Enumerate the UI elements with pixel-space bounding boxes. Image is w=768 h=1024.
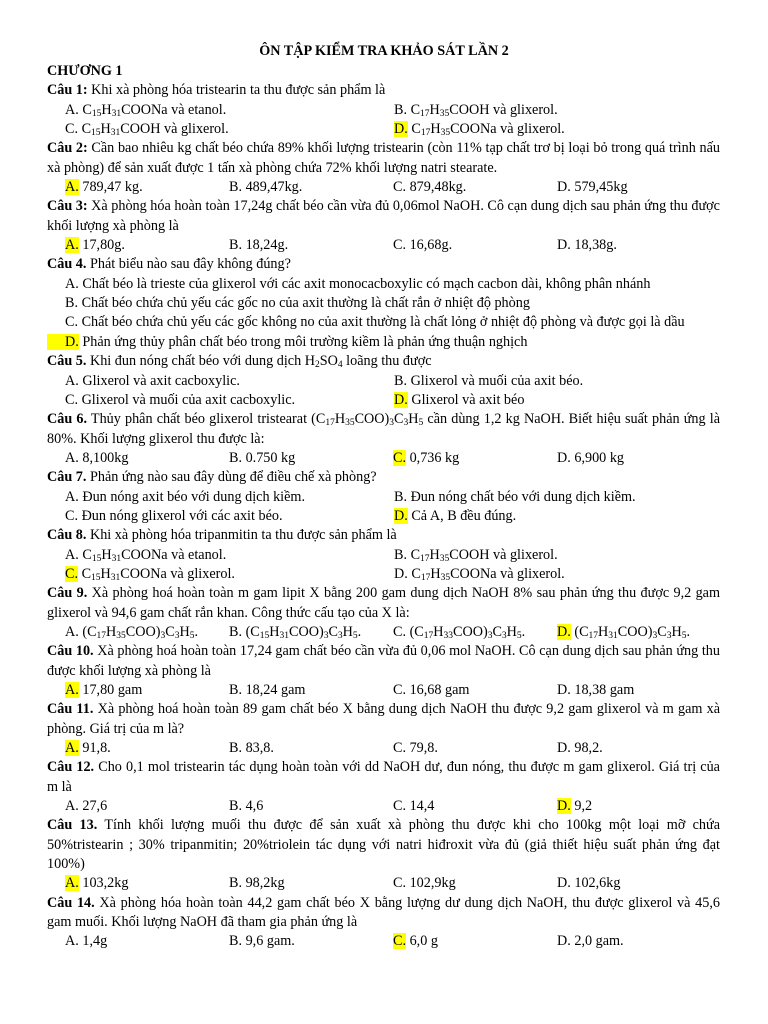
answer-option	[47, 120, 394, 139]
answer-statement	[47, 313, 720, 332]
answer-option	[393, 449, 557, 468]
answer-option	[47, 488, 394, 507]
option-text: Glixerol và muối của axit cacboxylic.	[81, 391, 296, 408]
question-text: Xà phòng hoá hoàn toàn 89 gam chất béo X bằng dung dịch NaOH thu được 9,2 gam glixerol và m gam xà phòng. Giá trị của m là?	[47, 701, 721, 737]
question-stem	[47, 352, 720, 371]
option-letter: B.	[229, 682, 243, 698]
option-text: 17,80 gam	[82, 682, 143, 698]
answer-option	[47, 623, 229, 642]
option-letter: C.	[393, 875, 407, 892]
option-letter: D.	[47, 334, 79, 350]
question-block	[47, 410, 720, 468]
question-text: Phản ứng nào sau đây dùng để điều chế xà phòng?	[86, 469, 377, 486]
answer-option	[393, 932, 557, 951]
question-block	[47, 758, 720, 816]
question-block	[47, 81, 720, 139]
option-letter: C.	[393, 179, 407, 196]
answer-option	[394, 391, 723, 410]
option-letter: D.	[557, 682, 571, 698]
question-number: Câu 8.	[47, 527, 87, 544]
question-block	[47, 700, 720, 758]
option-text: 102,6kg	[574, 875, 621, 892]
answer-option	[557, 739, 721, 758]
question-stem	[47, 816, 720, 874]
answer-option	[393, 739, 557, 758]
question-text: Khi xà phòng hóa tripanmitin ta thu được sản phẩm là	[86, 527, 397, 544]
option-letter: D.	[557, 875, 571, 892]
option-letter: D.	[557, 623, 571, 640]
option-letter: B.	[229, 237, 243, 254]
option-text: Chất béo chứa chủ yếu các gốc không no của axit thường là chất lỏng ở nhiệt độ phòng và được gọi là dầu	[81, 314, 685, 331]
option-text: $C_{15}H_{31}COONa$ và etanol.	[82, 101, 227, 119]
answer-option	[393, 178, 557, 197]
option-text: $C_{15}H_{31}COOH$ và glixerol.	[81, 121, 229, 139]
answer-option	[229, 623, 393, 642]
option-text: 1,4g	[82, 933, 108, 950]
answer-option	[557, 681, 721, 700]
question-number: Câu 1:	[47, 82, 88, 99]
option-letter: B.	[65, 295, 79, 312]
answer-option	[557, 797, 721, 816]
answer-option	[557, 178, 721, 197]
question-stem	[47, 255, 720, 274]
option-text: Chất béo chứa chủ yếu các gốc no của axit thường là chất rắn ở nhiệt độ phòng	[81, 295, 530, 312]
option-text: 4,6	[245, 798, 264, 815]
option-letter: D.	[394, 507, 408, 524]
question-text: Khi xà phòng hóa tristearin ta thu được sản phẩm là	[87, 82, 386, 99]
question-text: Phát biểu nào sau đây không đúng?	[86, 256, 291, 273]
option-text: 9,6 gam.	[245, 933, 295, 950]
option-letter: C.	[65, 314, 79, 331]
options-row	[47, 739, 720, 758]
option-text: 789,47 kg.	[82, 179, 143, 196]
option-letter: A.	[65, 488, 79, 505]
options-row	[47, 178, 720, 197]
option-text: $(C_{17}H_{33}COO)_3C_3H_5$.	[409, 623, 526, 641]
option-letter: D.	[394, 565, 408, 582]
answer-option	[557, 623, 721, 642]
option-text: 18,38 gam	[574, 682, 635, 698]
option-text: 579,45kg	[574, 179, 628, 196]
option-text: Đun nóng axit béo với dung dịch kiềm.	[82, 488, 305, 505]
option-letter: B.	[229, 449, 243, 466]
options-row	[47, 372, 720, 391]
option-letter: B.	[394, 546, 408, 563]
option-letter: D.	[557, 237, 571, 254]
option-text: 0.750 kg	[245, 449, 296, 466]
question-block	[47, 139, 720, 197]
question-number: Câu 3:	[47, 198, 88, 215]
question-stem	[47, 642, 720, 681]
option-letter: A.	[65, 875, 79, 892]
option-letter: C.	[393, 682, 407, 698]
option-letter: C.	[65, 507, 79, 524]
answer-option	[47, 797, 229, 816]
answer-option	[229, 797, 393, 816]
answer-option	[394, 565, 723, 584]
option-letter: D.	[557, 933, 571, 950]
answer-statement	[47, 333, 720, 352]
answer-option	[47, 507, 394, 526]
options-row	[47, 874, 720, 893]
option-letter: A.	[65, 546, 79, 563]
options-row	[47, 101, 720, 120]
answer-option	[47, 739, 229, 758]
option-text: 91,8.	[82, 740, 111, 757]
question-block	[47, 894, 720, 952]
option-letter: C.	[393, 798, 407, 815]
answer-option	[557, 449, 721, 468]
answer-option	[47, 391, 394, 410]
answer-option	[47, 546, 394, 565]
option-text: Chất béo là trieste của glixerol với các axit monocacboxylic có mạch cacbon dài, không phân nhánh	[82, 275, 651, 292]
option-text: Glixerol và axit cacboxylic.	[82, 372, 240, 389]
option-text: $C_{17}H_{35}COOH$ và glixerol.	[410, 101, 558, 119]
question-stem	[47, 758, 720, 797]
question-block	[47, 526, 720, 584]
options-row	[47, 681, 720, 700]
answer-option	[557, 932, 721, 951]
option-letter: C.	[65, 391, 79, 408]
answer-option	[393, 797, 557, 816]
option-letter: A.	[65, 933, 79, 950]
question-number: Câu 12.	[47, 759, 95, 776]
question-number: Câu 13.	[47, 817, 98, 834]
question-text: Tính khối lượng muối thu được để sản xuất xà phòng thu được khi cho 100kg một loại mỡ chứa 50%tristearin ; 30% tripanmitin; 20%triolein tác dụng với natri hiđroxit vừa đủ (giả thiết hiệu suất phản ứng đạt 100%)	[47, 817, 721, 873]
option-letter: C.	[393, 237, 407, 254]
option-text: 98,2.	[574, 740, 603, 757]
option-text: 8,100kg	[82, 449, 129, 466]
answer-option	[229, 932, 393, 951]
answer-option	[394, 507, 723, 526]
answer-option	[229, 739, 393, 758]
exam-content	[47, 62, 720, 952]
option-text: Glixerol và axit béo	[411, 391, 525, 408]
option-text: $C_{17}H_{35}COOH$ và glixerol.	[410, 546, 558, 564]
question-stem	[47, 700, 720, 739]
answer-option	[229, 874, 393, 893]
answer-option	[47, 101, 394, 120]
answer-option	[557, 874, 721, 893]
option-letter: B.	[394, 488, 408, 505]
answer-option	[47, 874, 229, 893]
option-letter: A.	[65, 372, 79, 389]
option-letter: A.	[65, 623, 79, 640]
option-letter: A.	[65, 179, 79, 196]
option-letter: D.	[557, 179, 571, 196]
option-letter: C.	[393, 933, 407, 950]
answer-option	[393, 681, 557, 700]
answer-option	[47, 372, 394, 391]
answer-option	[394, 488, 723, 507]
option-text: 6,0 g	[409, 933, 438, 950]
option-letter: A.	[65, 740, 79, 757]
answer-option	[229, 178, 393, 197]
question-number: Câu 11.	[47, 701, 94, 718]
option-letter: C.	[393, 740, 407, 757]
option-text: 18,38g.	[574, 237, 617, 254]
option-letter: D.	[557, 449, 571, 466]
answer-option	[229, 681, 393, 700]
option-letter: B.	[229, 875, 243, 892]
question-number: Câu 2:	[47, 140, 88, 157]
question-text: Cho 0,1 mol tristearin tác dụng hoàn toàn với dd NaOH dư, đun nóng, thu được m gam glixerol. Giá trị của m là	[47, 759, 720, 795]
chapter-heading: CHƯƠNG 1	[47, 63, 123, 79]
answer-option	[394, 372, 723, 391]
option-letter: A.	[65, 237, 79, 254]
option-text: 2,0 gam.	[574, 933, 624, 950]
option-letter: A.	[65, 275, 79, 292]
question-number: Câu 10.	[47, 643, 94, 660]
answer-option	[393, 623, 557, 642]
options-row	[47, 932, 720, 951]
option-text: 103,2kg	[82, 875, 129, 892]
answer-option	[557, 236, 721, 255]
option-text: $C_{15}H_{31}COONa$ và glixerol.	[81, 565, 235, 583]
option-letter: B.	[229, 740, 243, 757]
options-row	[47, 797, 720, 816]
options-row	[47, 449, 720, 468]
question-stem	[47, 197, 720, 236]
option-letter: A.	[65, 798, 79, 815]
answer-option	[394, 546, 723, 565]
option-text: 18,24 gam	[245, 682, 306, 698]
option-text: 0,736 kg	[409, 449, 460, 466]
answer-option	[394, 101, 723, 120]
options-row	[47, 236, 720, 255]
question-block	[47, 197, 720, 255]
question-stem	[47, 584, 720, 623]
option-text: 98,2kg	[245, 875, 285, 892]
answer-option	[47, 449, 229, 468]
option-letter: B.	[229, 179, 243, 196]
option-text: 489,47kg.	[245, 179, 303, 196]
answer-option	[229, 236, 393, 255]
question-stem	[47, 410, 720, 449]
question-block	[47, 816, 720, 893]
option-letter: C.	[65, 121, 79, 138]
question-stem	[47, 526, 720, 545]
option-text: $C_{17}H_{35}COONa$ và glixerol.	[411, 565, 565, 583]
answer-option	[229, 449, 393, 468]
answer-option	[47, 236, 229, 255]
option-letter: C.	[393, 623, 407, 640]
question-block	[47, 468, 720, 526]
question-text: Khi đun nóng chất béo với dung dịch $H_2SO_4$ loãng thu được	[86, 353, 432, 371]
option-text: 79,8.	[409, 740, 438, 757]
option-letter: B.	[229, 798, 243, 815]
answer-option	[393, 236, 557, 255]
question-stem	[47, 81, 720, 100]
option-text: $C_{15}H_{31}COONa$ và etanol.	[82, 546, 227, 564]
option-text: $(C_{17}H_{35}COO)_3C_3H_5$.	[82, 623, 198, 641]
options-row	[47, 565, 720, 584]
answer-statement	[47, 294, 720, 313]
question-text: Xà phòng hoá hoàn toàn m gam lipit X bằng 200 gam dung dịch NaOH 8% sau phản ứng thu được 9,2 gam glixerol và 94,6 gam chất rắn khan. Công thức cấu tạo của X là:	[47, 585, 721, 621]
question-list	[47, 81, 720, 951]
option-text: 16,68 gam	[409, 682, 470, 698]
question-block	[47, 255, 720, 352]
question-stem	[47, 468, 720, 487]
question-number: Câu 14.	[47, 894, 95, 911]
question-number: Câu 7.	[47, 469, 87, 486]
option-text: Glixerol và muối của axit béo.	[410, 372, 584, 389]
question-text: Cần bao nhiêu kg chất béo chứa 89% khối lượng tristearin (còn 11% tạp chất trơ bị loại bỏ trong quá trình nấu xà phòng) để sản xuất được 1 tấn xà phòng chứa 72% khối lượng natri stearate.	[47, 140, 720, 176]
question-block	[47, 642, 720, 700]
option-text: 18,24g.	[245, 237, 289, 254]
question-block	[47, 584, 720, 642]
option-letter: B.	[394, 372, 408, 389]
option-text: 102,9kg	[409, 875, 456, 892]
option-letter: D.	[394, 391, 408, 408]
answer-option	[47, 178, 229, 197]
option-text: $(C_{17}H_{31}COO)_3C_3H_5$.	[574, 623, 690, 641]
option-text: 27,6	[82, 798, 108, 815]
question-stem	[47, 139, 720, 178]
options-row	[47, 623, 720, 642]
option-text: $C_{17}H_{35}COONa$ và glixerol.	[411, 121, 565, 139]
option-letter: A.	[65, 101, 79, 118]
options-row	[47, 488, 720, 507]
option-text: 6,900 kg	[574, 449, 624, 466]
option-letter: C.	[65, 565, 79, 582]
option-letter: B.	[229, 933, 243, 950]
question-text: Xà phòng hóa hoàn toàn 44,2 gam chất béo X bằng lượng dư dung dịch NaOH, thu được glixerol và 45,6 gam muối. Khối lượng NaOH đã tham gia phản ứng là	[47, 894, 720, 931]
options-row	[47, 120, 720, 139]
option-letter: B.	[394, 101, 408, 118]
question-block	[47, 352, 720, 410]
answer-option	[394, 120, 723, 139]
option-letter: A.	[65, 682, 79, 698]
options-row	[47, 507, 720, 526]
option-text: 9,2	[574, 798, 593, 815]
question-text: Xà phòng hoá hoàn toàn 17,24 gam chất béo cần vừa đủ 0,06 mol NaOH. Cô cạn dung dịch sau phản ứng thu được khối lượng xà phòng là	[47, 643, 720, 679]
options-row	[47, 546, 720, 565]
answer-option	[47, 681, 229, 700]
option-text: Phản ứng thủy phân chất béo trong môi trường kiềm là phản ứng thuận nghịch	[82, 333, 528, 350]
question-number: Câu 6.	[47, 411, 88, 428]
question-text: Thủy phân chất béo glixerol tristearat $(C_{17}H_{35}COO)_3C_3H_5$ cần dùng 1,2 kg NaOH. Biết hiệu suất phản ứng là 80%. Khối lượng glixerol thu được là:	[47, 411, 720, 447]
page-title: ÔN TẬP KIỂM TRA KHẢO SÁT LẦN 2	[259, 43, 509, 59]
option-letter: D.	[557, 740, 571, 757]
option-text: 16,68g.	[409, 237, 453, 254]
option-text: 879,48kg.	[409, 179, 467, 196]
question-text: Xà phòng hóa hoàn toàn 17,24g chất béo cần vừa đủ 0,06mol NaOH. Cô cạn dung dịch sau phản ứng thu được khối lượng xà phòng là	[47, 198, 720, 234]
option-letter: D.	[394, 121, 408, 138]
option-text: $(C_{15}H_{31}COO)_3C_3H_5$.	[245, 623, 362, 641]
question-stem	[47, 894, 720, 933]
option-letter: D.	[557, 798, 571, 815]
option-letter: A.	[65, 449, 79, 466]
answer-option	[47, 565, 394, 584]
option-letter: B.	[229, 623, 243, 640]
answer-statement	[47, 275, 720, 294]
option-text: 17,80g.	[82, 237, 125, 254]
option-text: Cả A, B đều đúng.	[411, 507, 517, 524]
answer-option	[393, 874, 557, 893]
option-text: 83,8.	[245, 740, 274, 757]
option-text: Đun nóng chất béo với dung dịch kiềm.	[410, 488, 636, 505]
options-row	[47, 391, 720, 410]
option-text: Đun nóng glixerol với các axit béo.	[81, 507, 283, 524]
question-number: Câu 5.	[47, 353, 87, 370]
option-letter: C.	[393, 449, 407, 466]
answer-option	[47, 932, 229, 951]
question-number: Câu 9.	[47, 585, 88, 602]
question-number: Câu 4.	[47, 256, 87, 273]
option-text: 14,4	[409, 798, 435, 815]
